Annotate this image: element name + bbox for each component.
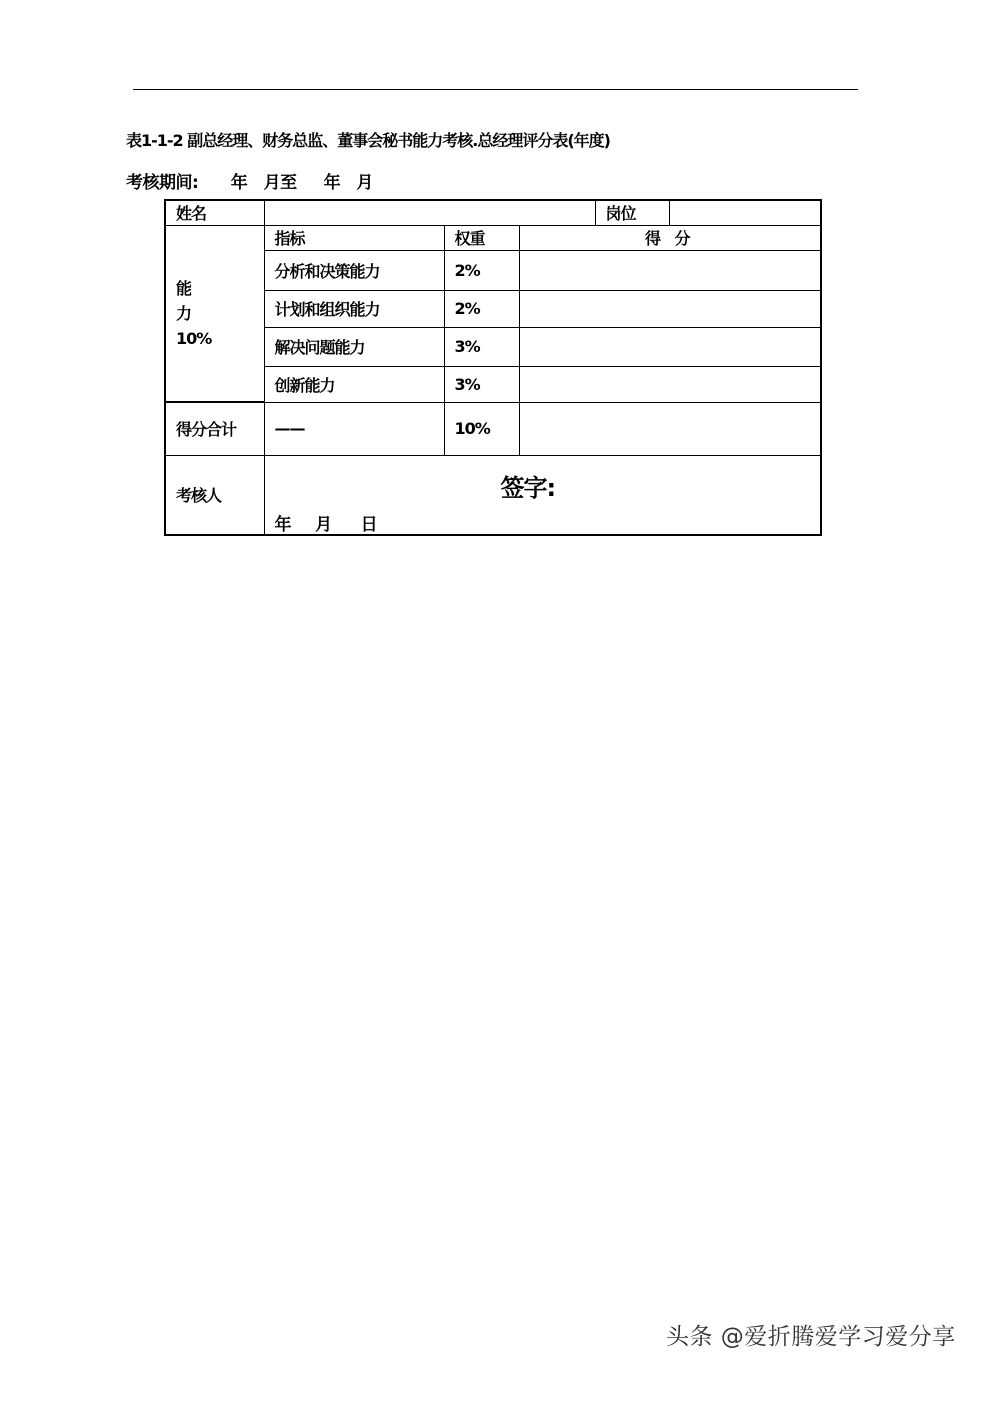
weight-cell: 2% [444, 250, 519, 290]
table-row-total [165, 402, 821, 455]
position-value[interactable] [669, 200, 821, 225]
header-weight: 权重 [444, 225, 519, 250]
assessment-period: 考核期间: 年 月至 年 月 [126, 173, 373, 193]
assessor-label: 考核人 [165, 455, 264, 535]
total-dash: —— [264, 402, 444, 455]
total-score[interactable] [519, 402, 821, 455]
table-row-headers [165, 225, 821, 250]
position-label: 岗位 [595, 200, 669, 225]
table-row [165, 250, 821, 290]
indicator-cell: 计划和组织能力 [264, 290, 444, 327]
name-label: 姓名 [165, 200, 264, 225]
header-score: 得 分 [519, 225, 821, 250]
indicator-cell: 解决问题能力 [264, 327, 444, 366]
table-row-assessor [165, 455, 821, 535]
ability-line-2: 力 [176, 303, 192, 323]
weight-cell: 2% [444, 290, 519, 327]
signature-date: 年 月 日 [274, 514, 377, 535]
score-cell[interactable] [519, 366, 821, 402]
table-row [165, 290, 821, 327]
total-label: 得分合计 [165, 402, 264, 455]
table-row-name [165, 200, 821, 225]
ability-line-3: 10% [176, 328, 212, 348]
header-rule [133, 89, 858, 90]
ability-group-cell [165, 225, 264, 402]
score-cell[interactable] [519, 327, 821, 366]
ability-line-1: 能 [176, 278, 192, 298]
signature-cell[interactable] [264, 455, 821, 535]
indicator-cell: 创新能力 [264, 366, 444, 402]
document-title: 表1-1-2 副总经理、财务总监、董事会秘书能力考核.总经理评分表(年度) [126, 131, 610, 150]
signature-label: 签字: [500, 473, 556, 502]
weight-cell: 3% [444, 327, 519, 366]
header-indicator: 指标 [264, 225, 444, 250]
weight-cell: 3% [444, 366, 519, 402]
total-weight: 10% [444, 402, 519, 455]
table-row [165, 366, 821, 402]
assessment-table [164, 199, 822, 536]
watermark: 头条 @爱折腾爱学习爱分享 [666, 1324, 956, 1350]
score-cell[interactable] [519, 250, 821, 290]
score-cell[interactable] [519, 290, 821, 327]
table-row [165, 327, 821, 366]
name-value[interactable] [264, 200, 595, 225]
indicator-cell: 分析和决策能力 [264, 250, 444, 290]
